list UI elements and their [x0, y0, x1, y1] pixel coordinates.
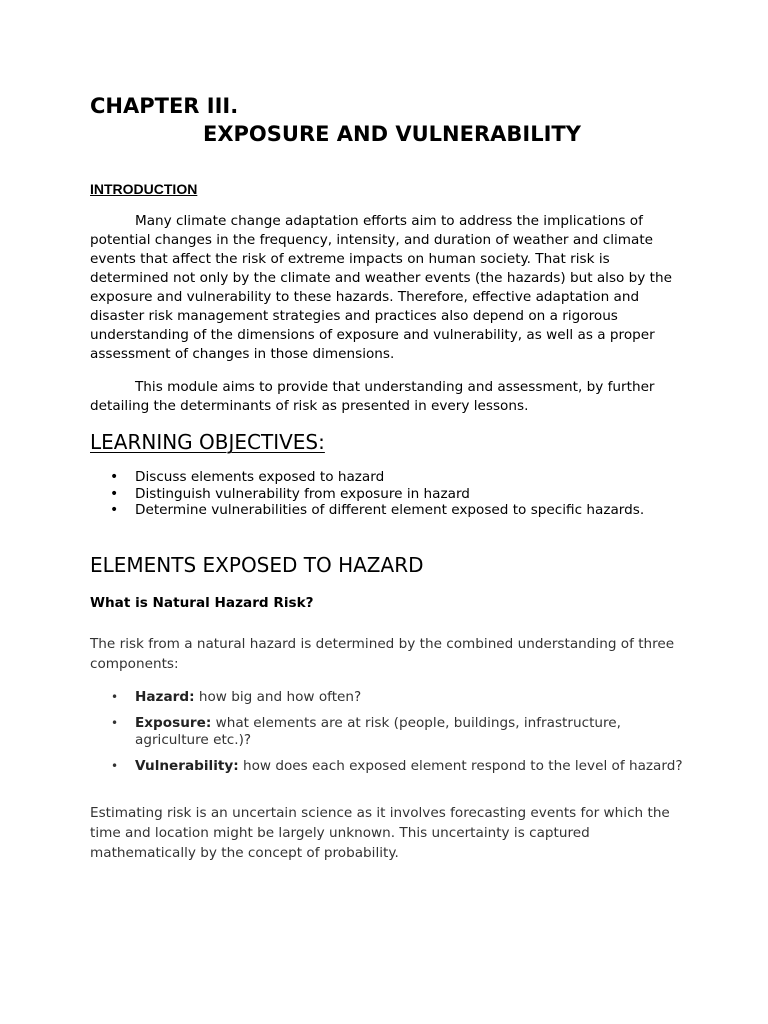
list-item: [90, 689, 690, 706]
component-description: how big and how often?: [194, 689, 362, 705]
learning-objectives-list: [90, 469, 644, 519]
bullet-icon: •: [110, 485, 119, 502]
elements-exposed-heading: ELEMENTS EXPOSED TO HAZARD: [90, 553, 424, 577]
components-intro: The risk from a natural hazard is determined by the combined understanding of three components:: [90, 636, 675, 672]
bullet-icon: •: [110, 469, 119, 485]
component-term: Exposure:: [135, 715, 212, 731]
bullet-icon: •: [111, 690, 119, 704]
chapter-title: EXPOSURE AND VULNERABILITY: [203, 122, 581, 146]
bullet-icon: •: [110, 502, 119, 519]
bullet-icon: •: [111, 716, 119, 730]
list-item: [90, 715, 690, 749]
component-term: Hazard:: [135, 689, 195, 705]
chapter-number: CHAPTER III.: [90, 94, 239, 118]
natural-hazard-risk-question: What is Natural Hazard Risk?: [90, 595, 314, 611]
list-item: [90, 758, 690, 775]
component-description: how does each exposed element respond to the level of hazard?: [238, 758, 683, 774]
list-item: [90, 486, 644, 503]
objective-text: Distinguish vulnerability from exposure in hazard: [135, 485, 470, 502]
component-term: Vulnerability:: [135, 758, 239, 774]
risk-components-list: [90, 689, 690, 775]
introduction-paragraph-2: This module aims to provide that understanding and assessment, by further detailing the determinants of risk as presented in every lessons.: [90, 379, 655, 414]
list-item: [90, 469, 644, 486]
introduction-paragraph-1: Many climate change adaptation efforts aim to address the implications of potential changes in the frequency, intensity, and duration of weather and climate events that affect the risk of extreme impacts on human society. That risk is determined not only by the climate and weather events (the hazards) but also by the exposure and vulnerability to these hazards. Therefore, effective adaptation and disaster risk management strategies and practices also depend on a rigorous understanding of the dimensions of exposure and vulnerability, as well as a proper assessment of changes in those dimensions.: [90, 213, 672, 362]
objective-text: Determine vulnerabilities of different element exposed to specific hazards.: [135, 502, 645, 519]
learning-objectives-heading: LEARNING OBJECTIVES:: [90, 430, 325, 454]
objective-text: Discuss elements exposed to hazard: [135, 469, 385, 485]
closing-paragraph: Estimating risk is an uncertain science as it involves forecasting events for which the time and location might be largely unknown. This uncertainty is captured mathematically by the concept of probability.: [90, 805, 670, 861]
component-description: what elements are at risk (people, buildings, infrastructure, agriculture etc.)?: [135, 715, 621, 748]
introduction-heading: INTRODUCTION: [90, 181, 198, 197]
list-item: [90, 502, 644, 519]
bullet-icon: •: [111, 759, 119, 773]
